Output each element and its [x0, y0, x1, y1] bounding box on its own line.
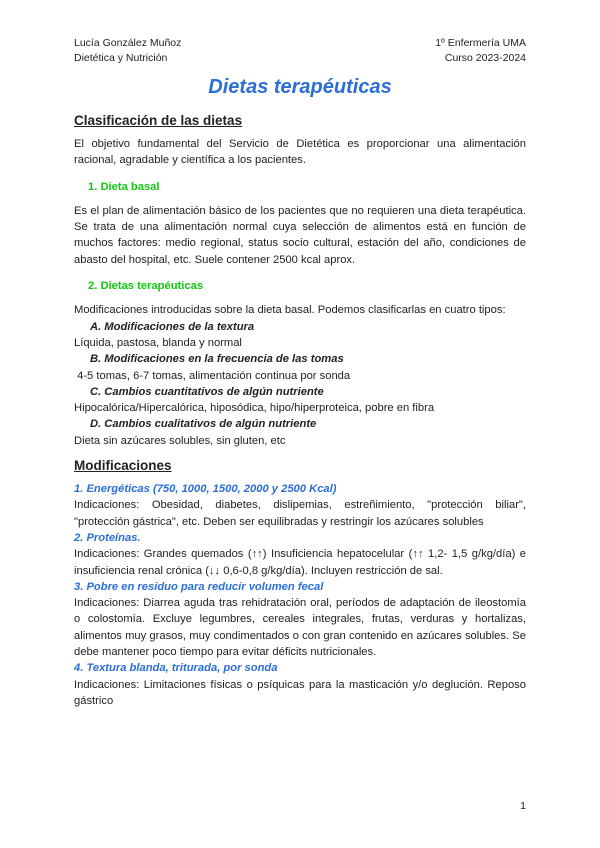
page-title: Dietas terapéuticas — [208, 76, 392, 98]
header-author: Lucía González Muñoz — [74, 37, 182, 49]
dietas-terapeuticas-text: Modificaciones introducidas sobre la dieta basal. Podemos clasificarlas en cuatro tipos: — [74, 304, 506, 317]
intro-paragraph: El objetivo fundamental del Servicio de Dietética es proporcionar una alimentación racional, agradable y científica a los pacientes. — [74, 138, 526, 167]
type-a-label: A. Modificaciones de la textura — [90, 320, 255, 333]
mod-1-text: Indicaciones: Obesidad, diabetes, dislipemias, estreñimiento, "protección biliar", "protección gástrica", etc. Deben ser equilibradas y restringir los azúcares solubles — [74, 499, 526, 528]
section-heading-modificaciones: Modificaciones — [74, 458, 172, 474]
dieta-basal-text: Es el plan de alimentación básico de los pacientes que no requieren una dieta terapéutica. Se trata de una alimentación normal cuya selección de alimentos está en función de muchos factores: medio regional, status socio cultural, estación del año, condiciones de abasto del hospital, etc. Suele contener 2500 kcal aprox. — [74, 204, 526, 266]
dietas-terapeuticas-heading: 2. Dietas terapéuticas — [88, 280, 204, 293]
header-left — [74, 36, 181, 66]
type-d-text: Dieta sin azúcares solubles, sin gluten, etc — [74, 434, 286, 447]
type-c-text: Hipocalórica/Hipercalórica, hiposódica, hipo/hiperproteica, pobre en fibra — [74, 402, 435, 415]
mod-4-text: Indicaciones: Limitaciones físicas o psíquicas para la masticación y/o deglución. Reposo gástrico — [74, 678, 526, 707]
mod-2-text: Indicaciones: Grandes quemados (↑↑) Insuficiencia hepatocelular (↑↑ 1,2- 1,5 g/kg/día) e insuficiencia renal crónica (↓↓ 0,6-0,8 g/kg/día). Incluyen restricción de sal. — [74, 548, 526, 577]
header-subject: Dietética y Nutrición — [74, 52, 168, 64]
header-course: 1º Enfermería UMA — [435, 37, 526, 49]
dieta-basal-heading: 1. Dieta basal — [88, 180, 160, 193]
mod-3-text: Indicaciones: Diarrea aguda tras rehidratación oral, períodos de adaptación de ileostomía o colostomía. Excluye legumbres, cereales integrales, frutas, verduras y hortalizas, alimentos muy grasos, muy condimentados o con gran contenido en azúcares solubles. Se debe mantener poco tiempo para evitar déficits nutricionales. — [74, 597, 526, 659]
type-b-label: B. Modificaciones en la frecuencia de las tomas — [90, 353, 344, 366]
type-b-text: 4-5 tomas, 6-7 tomas, alimentación continua por sonda — [74, 369, 351, 382]
mod-1-title: 1. Energéticas (750, 1000, 1500, 2000 y 2500 Kcal) — [74, 483, 337, 496]
mod-3-title: 3. Pobre en residuo para reducir volumen fecal — [74, 580, 324, 593]
mod-2-title: 2. Proteínas. — [74, 531, 141, 544]
type-d-label: D. Cambios cualitativos de algún nutriente — [90, 418, 317, 431]
header-right — [435, 36, 526, 66]
mod-4-title: 4. Textura blanda, triturada, por sonda — [74, 662, 278, 675]
document-body — [74, 112, 526, 709]
page-number: 1 — [520, 800, 526, 812]
section-heading-clasificacion: Clasificación de las dietas — [74, 113, 243, 128]
type-a-text: Líquida, pastosa, blanda y normal — [74, 336, 242, 349]
header-year: Curso 2023-2024 — [444, 52, 526, 64]
type-c-label: C. Cambios cuantitativos de algún nutriente — [90, 385, 324, 398]
